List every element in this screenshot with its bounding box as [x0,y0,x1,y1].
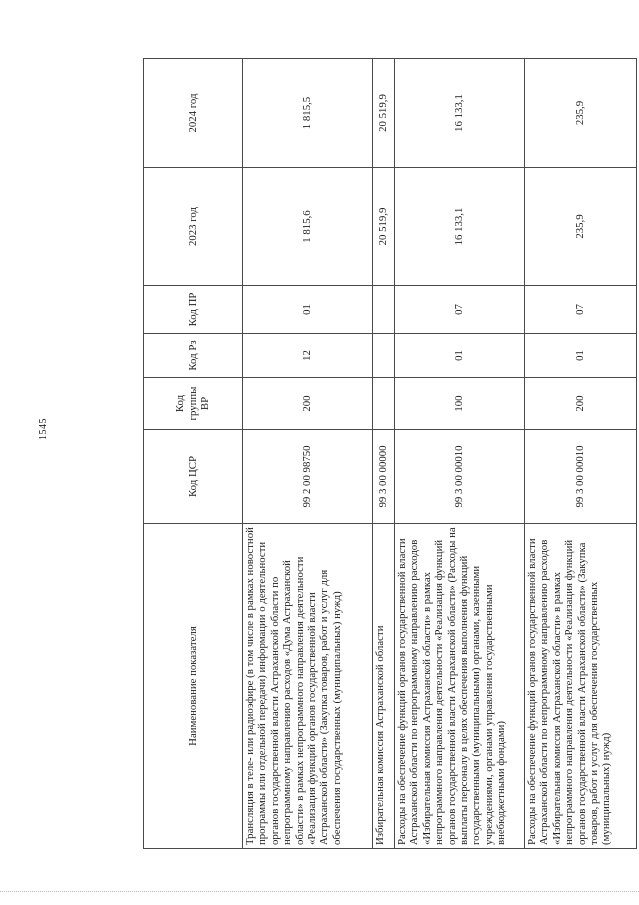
header-name: Наименование показателя [144,524,243,849]
row-vr: 100 [395,378,525,430]
row-vr: 200 [243,378,373,430]
row-vr [373,378,395,430]
row-pr: 07 [525,286,637,334]
row-2023: 235,9 [525,168,637,286]
header-csr: Код ЦСР [144,430,243,524]
row-csr: 99 2 00 98750 [243,430,373,524]
row-rz: 01 [395,334,525,378]
row-2024: 235,9 [525,59,637,168]
header-2023: 2023 год [144,168,243,286]
row-csr: 99 3 00 00010 [395,430,525,524]
row-csr: 99 3 00 00000 [373,430,395,524]
row-2024: 16 133,1 [395,59,525,168]
row-rz [373,334,395,378]
header-pr: Код ПР [144,286,243,334]
header-rz: Код Рз [144,334,243,378]
table-row [373,59,395,849]
row-pr [373,286,395,334]
row-vr: 200 [525,378,637,430]
row-2023: 1 815,6 [243,168,373,286]
page-number: 1545 [38,418,49,440]
table-row [243,59,373,849]
row-name: Расходы на обеспечение функций органов государственной власти Астраханской области по непрограммному направлению расходов «Избирательная комиссия Астраханской области» в рамках непрограммного направления деятельности «Реализация функций органов государственной власти Астраханской области» (Расходы на выплаты персоналу в целях обеспечения выполнения функций государственными (муниципальными) органами, казенными учреждениями, органами управления государственными внебюджетными фондами) [395,524,525,849]
row-name: Избирательная комиссия Астраханской области [373,524,395,849]
row-2024: 20 519,9 [373,59,395,168]
row-pr: 07 [395,286,525,334]
header-vr: Код группы ВР [144,378,243,430]
scan-edge-line [0,891,639,892]
header-2024: 2024 год [144,59,243,168]
table-row [525,59,637,849]
row-rz: 12 [243,334,373,378]
row-2023: 20 519,9 [373,168,395,286]
row-name: Расходы на обеспечение функций органов государственной власти Астраханской области по непрограммному направлению расходов «Избирательная комиссия Астраханской области» в рамках непрограммного направления деятельности «Реализация функций органов государственной власти Астраханской области» (Закупка товаров, работ и услуг для обеспечения государственных (муниципальных) нужд) [525,524,637,849]
row-csr: 99 3 00 00010 [525,430,637,524]
budget-table [143,58,637,849]
row-2023: 16 133,1 [395,168,525,286]
row-name: Трансляция в теле- или радиоэфире (в том числе в рамках новостной программы или отдельной передачи) информации о деятельности органов государственной власти Астраханской области по непрограммному направлению расходов «Дума Астраханской области» в рамках непрограммного направления деятельности «Реализация функций органов государственной власти Астраханской области» (Закупка товаров, работ и услуг для обеспечения государственных (муниципальных) нужд) [243,524,373,849]
header-row [144,59,243,849]
row-2024: 1 815,5 [243,59,373,168]
row-rz: 01 [525,334,637,378]
table-row [395,59,525,849]
row-pr: 01 [243,286,373,334]
rotated-table-container [143,59,613,849]
